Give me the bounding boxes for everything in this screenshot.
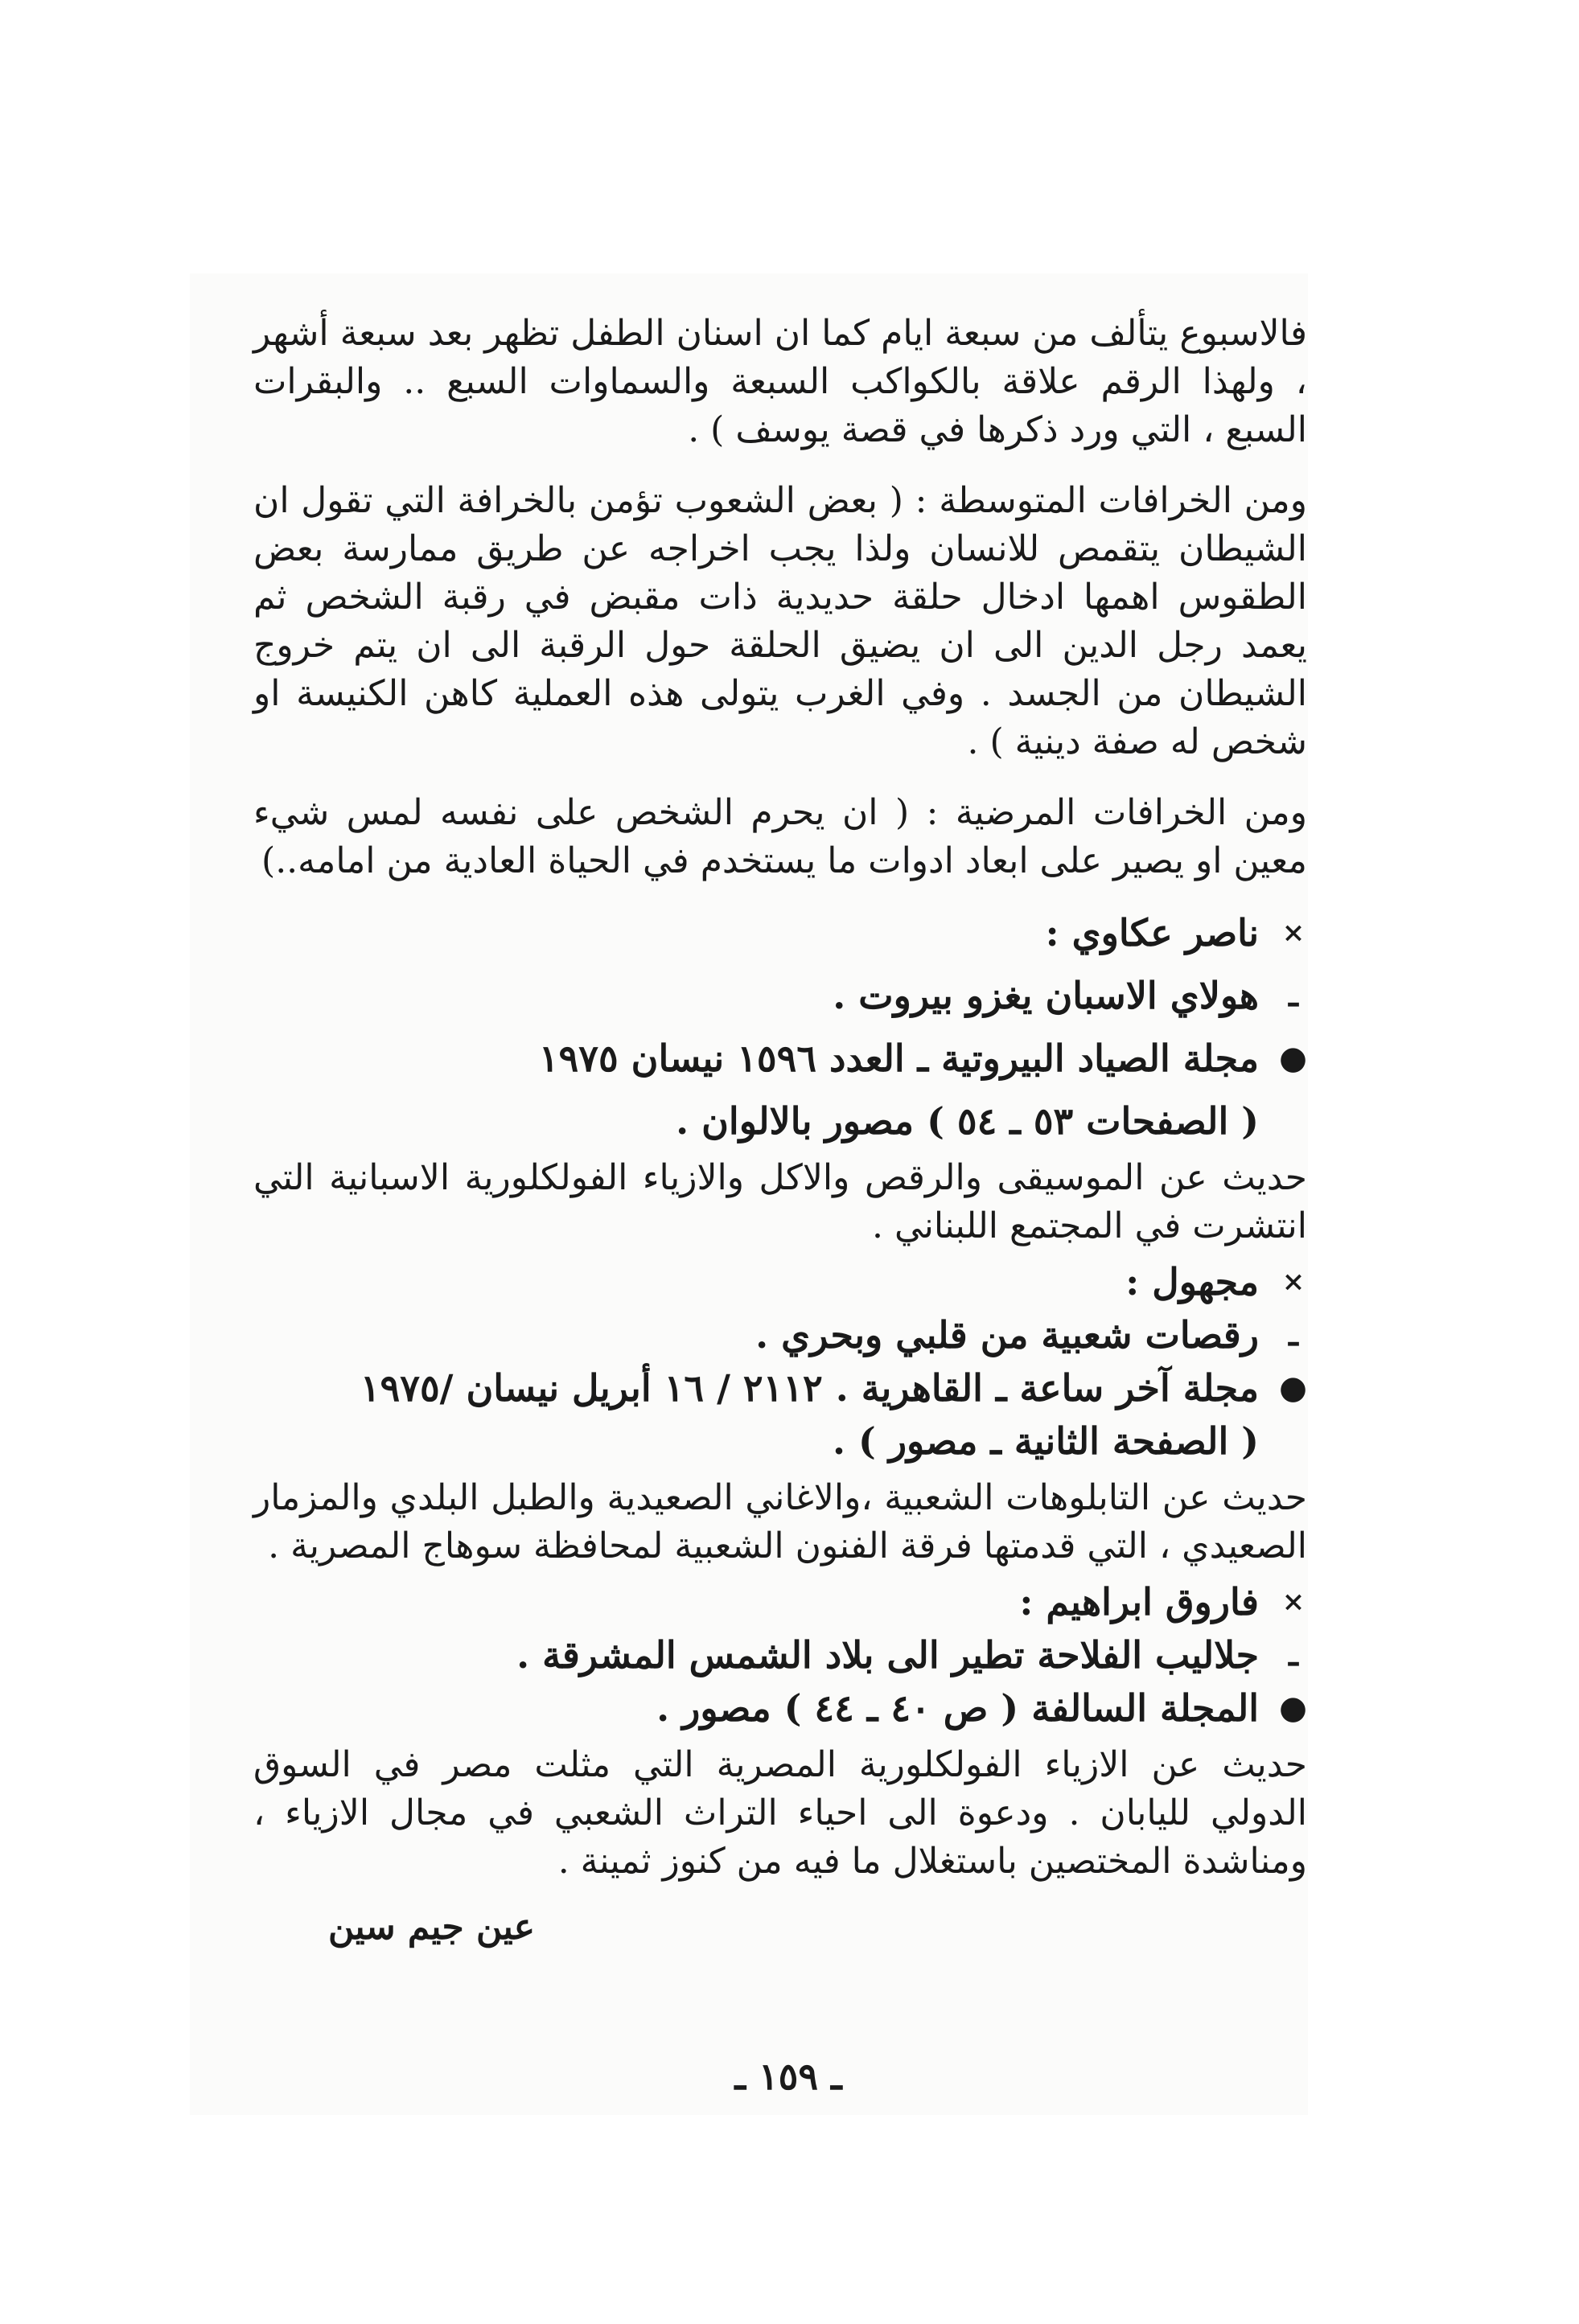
entry-source-cont <box>253 1094 1307 1148</box>
article-title: جلاليب الفلاحة تطير الى بلاد الشمس المشرقة . <box>516 1633 1259 1677</box>
page-number: ـ ١٥٩ ـ <box>734 2055 842 2098</box>
entry-source <box>253 1681 1307 1735</box>
entry-title <box>253 1308 1307 1361</box>
source-pages: ( الصفحات ٥٣ ـ ٥٤ ) مصور بالالوان . <box>676 1099 1259 1143</box>
dot-bullet-icon: ● <box>1279 1369 1307 1406</box>
entry-author <box>253 1575 1307 1628</box>
entry-source <box>253 1032 1307 1085</box>
entry-source <box>253 1361 1307 1415</box>
dot-bullet-icon: ● <box>1279 1689 1307 1727</box>
document-body <box>253 310 1307 1952</box>
entry-source-cont <box>253 1415 1307 1468</box>
source-text: مجلة الصياد البيروتية ـ العدد ١٥٩٦ نيسان ١٩٧٥ <box>538 1037 1259 1080</box>
entry-description: حديث عن التابلوهات الشعبية ،والاغاني الصعيدية والطبل البلدي والمزمار الصعيدي ، التي قدمتها فرقة الفنون الشعبية لمحافظة سوهاج المصرية . <box>253 1477 1307 1566</box>
entry-author <box>253 906 1307 959</box>
author-name: فاروق ابراهيم : <box>1019 1580 1259 1624</box>
paragraph-disease-superstitions: ومن الخرافات المرضية : ( ان يحرم الشخص على نفسه لمس شيء معين او يصير على ابعاد ادوات ما يستخدم في الحياة العادية من امامه..) <box>253 792 1307 881</box>
entry-title <box>253 1628 1307 1681</box>
entry-description: حديث عن الازياء الفولكلورية المصرية التي مثلت مصر في السوق الدولي لليابان . ودعوة الى احياء التراث الشعبي في مجال الازياء ، ومناشدة المختصين باستغلال ما فيه من كنوز ثمينة . <box>253 1744 1307 1882</box>
signature: عين جيم سين <box>327 1907 535 1948</box>
paragraph-week: فالاسبوع يتألف من سبعة ايام كما ان اسنان الطفل تظهر بعد سبعة أشهر ، ولهذا الرقم علاقة بالكواكب السبعة والسماوات السبع .. والبقرات السبع ، التي ورد ذكرها في قصة يوسف ) . <box>253 313 1307 450</box>
dot-bullet-icon: ● <box>1279 1039 1307 1077</box>
source-text: مجلة آخر ساعة ـ القاهرية . ٢١١٢ / ١٦ أبريل نيسان /١٩٧٥ <box>360 1366 1259 1410</box>
entry-title <box>253 969 1307 1022</box>
dash-bullet-icon: ـ <box>1289 976 1298 1014</box>
cross-bullet-icon: × <box>1281 1266 1306 1298</box>
author-name: ناصر عكاوي : <box>1045 911 1259 955</box>
cross-bullet-icon: × <box>1281 1586 1306 1618</box>
cross-bullet-icon: × <box>1281 917 1306 949</box>
author-name: مجهول : <box>1125 1260 1259 1304</box>
paragraph-medium-superstitions: ومن الخرافات المتوسطة : ( بعض الشعوب تؤمن بالخرافة التي تقول ان الشيطان يتقمص للانسان ولذا يجب اخراجه عن طريق ممارسة بعض الطقوس اهمها ادخال حلقة حديدية ذات مقبض في رقبة الشخص ثم يعمد رجل الدين الى ان يضيق الحلقة حول الرقبة الى ان يتم خروج الشيطان من الجسد . وفي الغرب يتولى هذه العملية كاهن الكنيسة او شخص له صفة دينية ) . <box>253 480 1308 762</box>
article-title: رقصات شعبية من قلبي وبحري . <box>755 1313 1259 1357</box>
entry-author <box>253 1255 1307 1308</box>
source-pages: ( الصفحة الثانية ـ مصور ) . <box>833 1419 1259 1463</box>
article-title: هولاي الاسبان يغزو بيروت . <box>833 974 1259 1017</box>
dash-bullet-icon: ـ <box>1289 1316 1298 1353</box>
source-text: المجلة السالفة ( ص ٤٠ ـ ٤٤ ) مصور . <box>656 1686 1259 1730</box>
entry-description: حديث عن الموسيقى والرقص والاكل والازياء الفولكلورية الاسبانية التي انتشرت في المجتمع اللبناني . <box>253 1157 1307 1246</box>
dash-bullet-icon: ـ <box>1289 1636 1298 1673</box>
